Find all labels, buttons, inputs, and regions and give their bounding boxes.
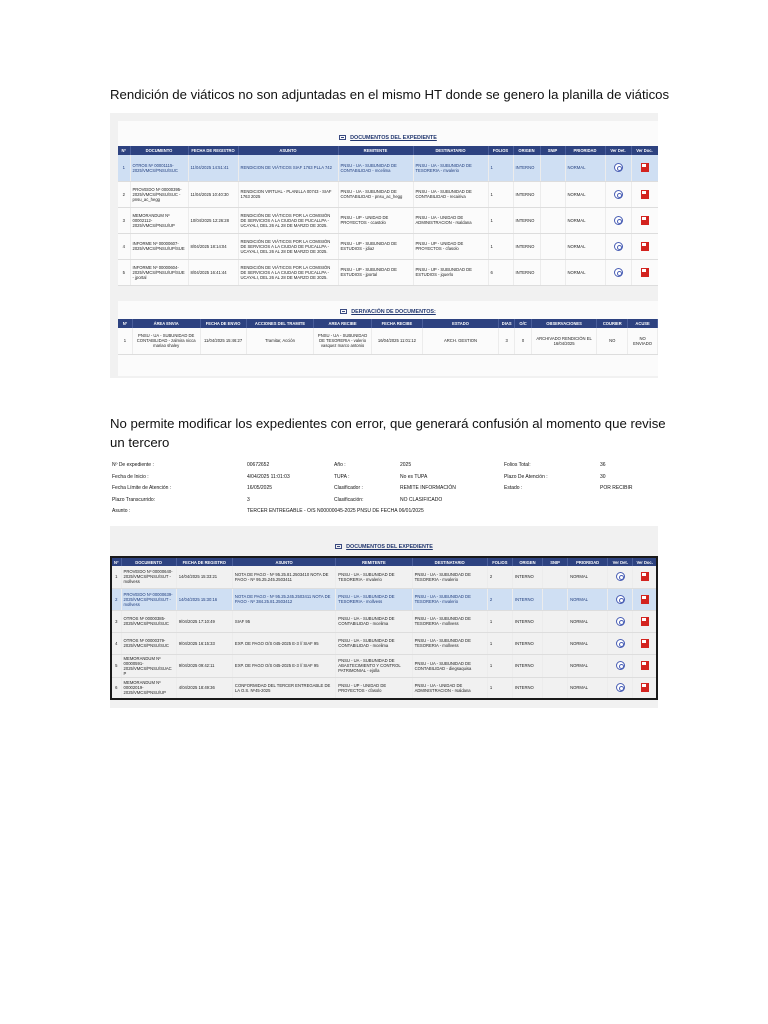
derivation-row[interactable] <box>118 328 658 354</box>
table-icon <box>339 135 346 140</box>
view-details-cell <box>608 677 633 699</box>
info-label: Fecha Límite de Atención : <box>112 485 172 491</box>
info-value: 3 <box>247 496 250 503</box>
view-document-cell <box>631 181 658 207</box>
column-header: DESTINATARIO <box>413 146 488 155</box>
info-value: 36 <box>600 462 606 468</box>
cell-n: 3 <box>118 207 130 233</box>
cell-origen: INTERNO <box>512 677 542 699</box>
cell-remitente: PNSU - UP - SUBUNIDAD DE ESTUDIOS - jdiaz <box>338 233 413 259</box>
pdf-icon[interactable] <box>641 242 649 251</box>
column-header: FOLIOS <box>487 557 512 566</box>
cell-folios: 1 <box>488 155 513 181</box>
info-label: TUPA : <box>334 473 350 480</box>
table-row[interactable] <box>118 181 658 207</box>
info-label: Fecha de Inicio : <box>112 473 149 480</box>
view-details-cell <box>605 181 631 207</box>
cell-folios: 6 <box>488 259 513 285</box>
cell-doc: PROVEIDO Nº 00000639-2025/VMCS/PNSU/SUT - mollvess <box>121 588 176 610</box>
cell-asunto: NOTA DE PAGO - Nº 95.25.245.2503411 NOTA DE PAGO - Nº 384.25.81.2503412 <box>232 588 335 610</box>
cell-folios: 1 <box>487 632 512 654</box>
screenshot-expediente <box>110 458 658 708</box>
cell-fecha: 9/04/2025 16:15:33 <box>176 632 232 654</box>
view-details-cell <box>608 588 633 610</box>
cell-n: 3 <box>111 610 121 632</box>
cell-fecha: 10/04/2025 12:26:28 <box>188 207 238 233</box>
cell-remitente: PNSU - UA - SUBUNIDAD DE CONTABILIDAD - mcelima <box>338 155 413 181</box>
cell-prioridad: NORMAL <box>565 259 605 285</box>
cell-fecha: 9/04/2025 17:10:49 <box>176 610 232 632</box>
info-label: Clasificador : <box>334 485 363 491</box>
cell-area_recibe: PNSU - UA - SUBUNIDAD DE TESORERIA - valerio vasquez marco antonio <box>314 328 371 354</box>
cell-acciones: Tramitar, Acción <box>246 328 314 354</box>
table-icon <box>340 309 347 314</box>
cell-courier: NO <box>597 328 628 354</box>
cell-folios: 2 <box>487 588 512 610</box>
cell-n: 2 <box>118 181 130 207</box>
cell-doc: MEMORANDUM Nº 00000591-2025/VMCS/PNSU/SUACP <box>121 654 176 677</box>
column-header: Ver Det. <box>608 557 633 566</box>
info-label: Asunto : <box>112 508 131 514</box>
view-document-cell <box>631 207 658 233</box>
column-header: COURIER <box>597 319 628 328</box>
table-row[interactable] <box>111 588 657 610</box>
cell-prioridad: NORMAL <box>568 610 608 632</box>
cell-asunto: RENDICION VIRTUAL - PLANILLA 00743 - SIAF 1763 2025 <box>238 181 338 207</box>
column-header: Nº <box>118 319 132 328</box>
column-header: Ver Doc. <box>633 557 657 566</box>
cell-snip <box>543 566 568 588</box>
cell-fecha: 11/04/2025 14:51:41 <box>188 155 238 181</box>
cell-destinatario: PNSU - UA - UNIDAD DE ADMINISTRACION - rsaldana <box>413 207 488 233</box>
cell-remitente: PNSU - UP - UNIDAD DE PROYECTOS - cfasolo <box>336 677 412 699</box>
cell-snip <box>540 155 565 181</box>
column-header: DESTINATARIO <box>412 557 487 566</box>
cell-n: 1 <box>118 155 130 181</box>
derivation-panel <box>118 301 658 376</box>
derivation-panel-title: DERIVACIÓN DE DOCUMENTOS: <box>118 309 658 315</box>
info-value: 00672652 <box>247 462 270 468</box>
info-label: Plazo Transcurrido: <box>112 496 156 503</box>
pdf-icon[interactable] <box>641 190 649 199</box>
cell-snip <box>540 181 565 207</box>
column-header: ORIGEN <box>513 146 540 155</box>
cell-remitente: PNSU - UA - SUBUNIDAD DE ABASTECIMIENTO Y CONTROL PATRIMONIAL - ejolla <box>336 654 412 677</box>
cell-snip <box>540 207 565 233</box>
table-row[interactable] <box>111 677 657 699</box>
pdf-icon[interactable] <box>641 639 649 648</box>
view-details-cell <box>605 155 631 181</box>
cell-fecha: 9/04/2025 09:42:11 <box>176 654 232 677</box>
info-value: 30 <box>600 473 606 480</box>
cell-asunto: EXP. DE PAGO O/S 045-2025 E-3 // SIAF 95 <box>232 632 335 654</box>
cell-doc: PROVEIDO Nº 00000640-2025/VMCS/PNSU/SUT - mollvess <box>121 566 176 588</box>
cell-dias: 3 <box>498 328 514 354</box>
cell-doc: OTROS Nº 00000379-2025/VMCS/PNSU/SUC <box>121 632 176 654</box>
documents-table <box>118 146 658 286</box>
paragraph-modificar: No permite modificar los expedientes con error, que generará confusión al momento que revise un tercero <box>110 416 666 450</box>
column-header: ACUSE <box>628 319 658 328</box>
view-document-cell <box>631 233 658 259</box>
column-header: DOCUMENTO <box>121 557 176 566</box>
cell-doc: INFORME Nº 00000607-2025/VMCS/PNSU/UP/SUE <box>130 233 188 259</box>
view-document-cell <box>631 155 658 181</box>
table-row[interactable] <box>111 566 657 588</box>
cell-destinatario: PNSU - UA - SUBUNIDAD DE TESORERIA - mollvess <box>412 632 487 654</box>
column-header: ASUNTO <box>238 146 338 155</box>
info-label: Folios Total: <box>504 462 531 468</box>
documents-panel <box>118 121 658 286</box>
cell-origen: INTERNO <box>513 233 540 259</box>
column-header: ORIGEN <box>512 557 542 566</box>
cell-asunto: SIAF 95 <box>232 610 335 632</box>
cell-folios: 1 <box>488 233 513 259</box>
cell-remitente: PNSU - UP - UNIDAD DE PROYECTOS - ccastolo <box>338 207 413 233</box>
pdf-icon[interactable] <box>641 683 649 692</box>
column-header: AREA RECIBE <box>314 319 371 328</box>
cell-remitente: PNSU - UA - SUBUNIDAD DE CONTABILIDAD - pnsu_ac_hegg <box>338 181 413 207</box>
info-label: Nº De expediente : <box>112 462 154 468</box>
pdf-icon[interactable] <box>641 595 649 604</box>
column-header: FECHA DE REGISTRO <box>176 557 232 566</box>
info-value: TERCER ENTREGABLE - O/S N00000045-2025 PNSU DE FECHA 06/01/2025 <box>247 508 424 514</box>
cell-area_envia: PNSU - UA - SUBUNIDAD DE CONTABILIDAD - zalmira nicca mariao shaley <box>132 328 200 354</box>
cell-oc: 0 <box>515 328 531 354</box>
column-header: Ver Doc. <box>631 146 658 155</box>
cell-destinatario: PNSU - UA - SUBUNIDAD DE CONTABILIDAD - recairiva <box>413 181 488 207</box>
derivation-table <box>118 319 658 355</box>
derivation-table-header <box>118 319 658 328</box>
cell-destinatario: PNSU - UP - SUBUNIDAD DE ESTUDIOS - jquerlo <box>413 259 488 285</box>
view-details-icon[interactable] <box>616 617 625 626</box>
cell-asunto: RENDICION DE VIÁTICOS SIAF 1763 PLLA 742 <box>238 155 338 181</box>
column-header: OBSERVACIONES <box>531 319 597 328</box>
view-details-icon[interactable] <box>614 163 623 172</box>
cell-prioridad: NORMAL <box>568 566 608 588</box>
cell-n: 5 <box>111 654 121 677</box>
view-document-cell <box>633 632 657 654</box>
column-header: ÁREA ENVIA <box>132 319 200 328</box>
cell-fecha: 11/04/2025 10:40:30 <box>188 181 238 207</box>
table-row[interactable] <box>118 259 658 285</box>
view-document-cell <box>633 610 657 632</box>
cell-asunto: NOTA DE PAGO - Nº 95.25.81.2503410 NOTA DE PAGO - Nº 95.25.245.2503411 <box>232 566 335 588</box>
view-document-cell <box>633 588 657 610</box>
column-header: PRIORIDAD <box>565 146 605 155</box>
cell-fecha_envio: 11/04/2025 15:46:27 <box>200 328 246 354</box>
view-details-cell <box>608 610 633 632</box>
view-details-icon[interactable] <box>614 190 623 199</box>
cell-doc: INFORME Nº 00000604-2025/VMCS/PNSU/UP/SUE - jportal <box>130 259 188 285</box>
cell-snip <box>543 654 568 677</box>
documents-panel-title: DOCUMENTOS DEL EXPEDIENTE <box>118 135 658 141</box>
cell-n: 6 <box>111 677 121 699</box>
cell-snip <box>543 632 568 654</box>
column-header: Ver Det. <box>605 146 631 155</box>
cell-fecha: 8/04/2025 16:41:44 <box>188 259 238 285</box>
cell-prioridad: NORMAL <box>568 677 608 699</box>
cell-estado: ARCH. GESTION <box>423 328 499 354</box>
cell-fecha: 8/04/2025 18:14:04 <box>188 233 238 259</box>
cell-doc: PROVEIDO Nº 00000395-2025/VMCS/PNSU/SUC - pnsu_ac_hegg <box>130 181 188 207</box>
cell-remitente: PNSU - UA - SUBUNIDAD DE CONTABILIDAD - mcelima <box>336 632 412 654</box>
view-details-cell <box>605 233 631 259</box>
info-value: NO CLASIFICADO <box>400 496 443 503</box>
table-icon <box>335 544 342 549</box>
info-value: POR RECIBIR <box>600 485 633 491</box>
info-label: Plazo De Atención : <box>504 473 548 480</box>
column-header: FECHA DE REGISTRO <box>188 146 238 155</box>
cell-observaciones: ARCHIVADO RENDICIÓN EL 16/04/2025 <box>531 328 597 354</box>
column-header: PRIORIDAD <box>568 557 608 566</box>
cell-destinatario: PNSU - UA - SUBUNIDAD DE CONTABILIDAD - diegsaquisa <box>412 654 487 677</box>
table-row[interactable] <box>111 610 657 632</box>
info-label: Estado : <box>504 485 523 491</box>
screenshot-documents-derivation <box>110 113 658 378</box>
cell-n: 5 <box>118 259 130 285</box>
cell-acuse: NO ENVIADO <box>628 328 658 354</box>
pdf-icon[interactable] <box>641 617 649 626</box>
view-details-cell <box>605 259 631 285</box>
pdf-icon[interactable] <box>641 572 649 581</box>
cell-folios: 1 <box>487 654 512 677</box>
column-header: ACCIONES DEL TRAMITE <box>246 319 314 328</box>
info-value: 16/05/2025 <box>247 485 273 491</box>
view-details-icon[interactable] <box>614 242 623 251</box>
cell-fecha_recibe: 16/04/2025 11:01:12 <box>371 328 422 354</box>
cell-destinatario: PNSU - UA - UNIDAD DE ADMINISTRACION - rsaldana <box>412 677 487 699</box>
cell-folios: 1 <box>488 207 513 233</box>
documents-table-2 <box>110 556 658 700</box>
cell-prioridad: NORMAL <box>565 181 605 207</box>
info-label: Clasificación: <box>334 496 364 503</box>
cell-folios: 2 <box>487 566 512 588</box>
cell-n: 1 <box>118 328 132 354</box>
cell-origen: INTERNO <box>513 259 540 285</box>
view-details-cell <box>608 632 633 654</box>
cell-n: 2 <box>111 588 121 610</box>
column-header: SNIP <box>543 557 568 566</box>
column-header: DIAS <box>498 319 514 328</box>
column-header: Nº <box>118 146 130 155</box>
cell-origen: INTERNO <box>512 632 542 654</box>
view-details-icon[interactable] <box>614 268 623 277</box>
pdf-icon[interactable] <box>641 216 649 225</box>
view-details-cell <box>605 207 631 233</box>
view-details-icon[interactable] <box>616 595 625 604</box>
cell-origen: INTERNO <box>513 181 540 207</box>
cell-n: 1 <box>111 566 121 588</box>
cell-doc: OTROS Nº 00000385-2025/VMCS/PNSU/SUC <box>121 610 176 632</box>
view-details-icon[interactable] <box>616 661 625 670</box>
cell-snip <box>543 588 568 610</box>
documents-panel-title-2: DOCUMENTOS DEL EXPEDIENTE <box>110 544 658 550</box>
table-row[interactable] <box>118 233 658 259</box>
cell-folios: 1 <box>487 610 512 632</box>
cell-remitente: PNSU - UA - SUBUNIDAD DE TESORERIA - mvalerio <box>336 566 412 588</box>
view-details-cell <box>608 654 633 677</box>
cell-snip <box>540 233 565 259</box>
cell-destinatario: PNSU - UA - SUBUNIDAD DE TESORERIA - mollvess <box>412 610 487 632</box>
cell-fecha: 14/04/2025 15:33:21 <box>176 566 232 588</box>
cell-n: 4 <box>118 233 130 259</box>
column-header: REMITENTE <box>336 557 412 566</box>
cell-origen: INTERNO <box>512 654 542 677</box>
view-document-cell <box>633 677 657 699</box>
cell-origen: INTERNO <box>512 566 542 588</box>
cell-asunto: CONFORMIDAD DEL TERCER ENTREGABLE DE LA O.S. Nº45-2025 <box>232 677 335 699</box>
cell-n: 4 <box>111 632 121 654</box>
column-header: ASUNTO <box>232 557 335 566</box>
documents-table-2-header <box>111 557 657 566</box>
info-label: Año : <box>334 462 346 468</box>
cell-doc: MEMORANDUM Nº 00002019-2025/VMCS/PNSU/UP <box>121 677 176 699</box>
view-details-cell <box>608 566 633 588</box>
view-document-cell <box>633 566 657 588</box>
column-header: REMITENTE <box>338 146 413 155</box>
cell-destinatario: PNSU - UA - SUBUNIDAD DE TESORERIA - mvalerio <box>412 588 487 610</box>
cell-remitente: PNSU - UA - SUBUNIDAD DE TESORERIA - mollvess <box>336 588 412 610</box>
cell-prioridad: NORMAL <box>565 155 605 181</box>
cell-snip <box>540 259 565 285</box>
pdf-icon[interactable] <box>641 661 649 670</box>
view-document-cell <box>633 654 657 677</box>
cell-doc: OTROS Nº 00001115-2025/VMCS/PNSU/SUC <box>130 155 188 181</box>
table-row[interactable] <box>118 155 658 181</box>
cell-snip <box>543 677 568 699</box>
view-details-icon[interactable] <box>616 683 625 692</box>
cell-fecha: 14/04/2025 15:30:16 <box>176 588 232 610</box>
view-details-icon[interactable] <box>616 572 625 581</box>
info-value: No es TUPA <box>400 473 428 480</box>
cell-snip <box>543 610 568 632</box>
cell-asunto: EXP. DE PAGO O/S 045-2025 E-3 // SIAF 95 <box>232 654 335 677</box>
cell-destinatario: PNSU - UA - SUBUNIDAD DE TESORERIA - mvalerio <box>412 566 487 588</box>
cell-prioridad: NORMAL <box>568 588 608 610</box>
pdf-icon[interactable] <box>641 163 649 172</box>
cell-folios: 1 <box>487 677 512 699</box>
info-value: REMITE INFORMACIÓN <box>400 485 456 491</box>
cell-origen: INTERNO <box>513 155 540 181</box>
cell-folios: 1 <box>488 181 513 207</box>
expediente-info <box>110 458 658 526</box>
column-header: FECHA DE ENVIO <box>200 319 246 328</box>
cell-prioridad: NORMAL <box>565 207 605 233</box>
cell-doc: MEMORANDUM Nº 00002112-2025/VMCS/PNSU/UP <box>130 207 188 233</box>
column-header: FOLIOS <box>488 146 513 155</box>
column-header: ESTADO <box>423 319 499 328</box>
paragraph-viaticos: Rendición de viáticos no son adjuntadas en el mismo HT donde se genero la planilla de viáticos <box>110 87 670 102</box>
table-row[interactable] <box>111 632 657 654</box>
table-row[interactable] <box>111 654 657 677</box>
cell-prioridad: NORMAL <box>568 632 608 654</box>
info-value: 4/04/2025 11:01:03 <box>247 473 290 480</box>
view-details-icon[interactable] <box>616 639 625 648</box>
cell-asunto: RENDICIÓN DE VIÁTICOS POR LA COMISIÓN DE SERVICIOS A LA CIUDAD DE PUCALLPA - UCAYALI, DEL 26 AL 28 DE MARZO DE 2025. <box>238 207 338 233</box>
cell-origen: INTERNO <box>512 610 542 632</box>
column-header: FECHA RECIBE <box>371 319 422 328</box>
cell-destinatario: PNSU - UA - SUBUNIDAD DE TESORERIA - mvalerio <box>413 155 488 181</box>
cell-prioridad: NORMAL <box>565 233 605 259</box>
cell-prioridad: NORMAL <box>568 654 608 677</box>
column-header: SNIP <box>540 146 565 155</box>
view-details-icon[interactable] <box>614 216 623 225</box>
cell-origen: INTERNO <box>512 588 542 610</box>
cell-origen: INTERNO <box>513 207 540 233</box>
pdf-icon[interactable] <box>641 268 649 277</box>
column-header: O/C <box>515 319 531 328</box>
cell-asunto: RENDICIÓN DE VIÁTICOS POR LA COMISIÓN DE SERVICIOS A LA CIUDAD DE PUCALLPA - UCAYALI, DEL 26 AL 28 DE MARZO DE 2025. <box>238 233 338 259</box>
cell-destinatario: PNSU - UP - UNIDAD DE PROYECTOS - cfasolo <box>413 233 488 259</box>
column-header: Nº <box>111 557 121 566</box>
documents-table-header <box>118 146 658 155</box>
cell-asunto: RENDICIÓN DE VIÁTICOS POR LA COMISIÓN DE SERVICIOS A LA CIUDAD DE PUCALLPA - UCAYALI, DEL 26 AL 28 DE MARZO DE 2025. <box>238 259 338 285</box>
table-row[interactable] <box>118 207 658 233</box>
view-document-cell <box>631 259 658 285</box>
column-header: DOCUMENTO <box>130 146 188 155</box>
documents-area <box>110 526 658 708</box>
cell-fecha: 4/04/2025 18:49:36 <box>176 677 232 699</box>
cell-remitente: PNSU - UA - SUBUNIDAD DE CONTABILIDAD - mcelima <box>336 610 412 632</box>
cell-remitente: PNSU - UP - SUBUNIDAD DE ESTUDIOS - jportal <box>338 259 413 285</box>
info-value: 2025 <box>400 462 412 468</box>
